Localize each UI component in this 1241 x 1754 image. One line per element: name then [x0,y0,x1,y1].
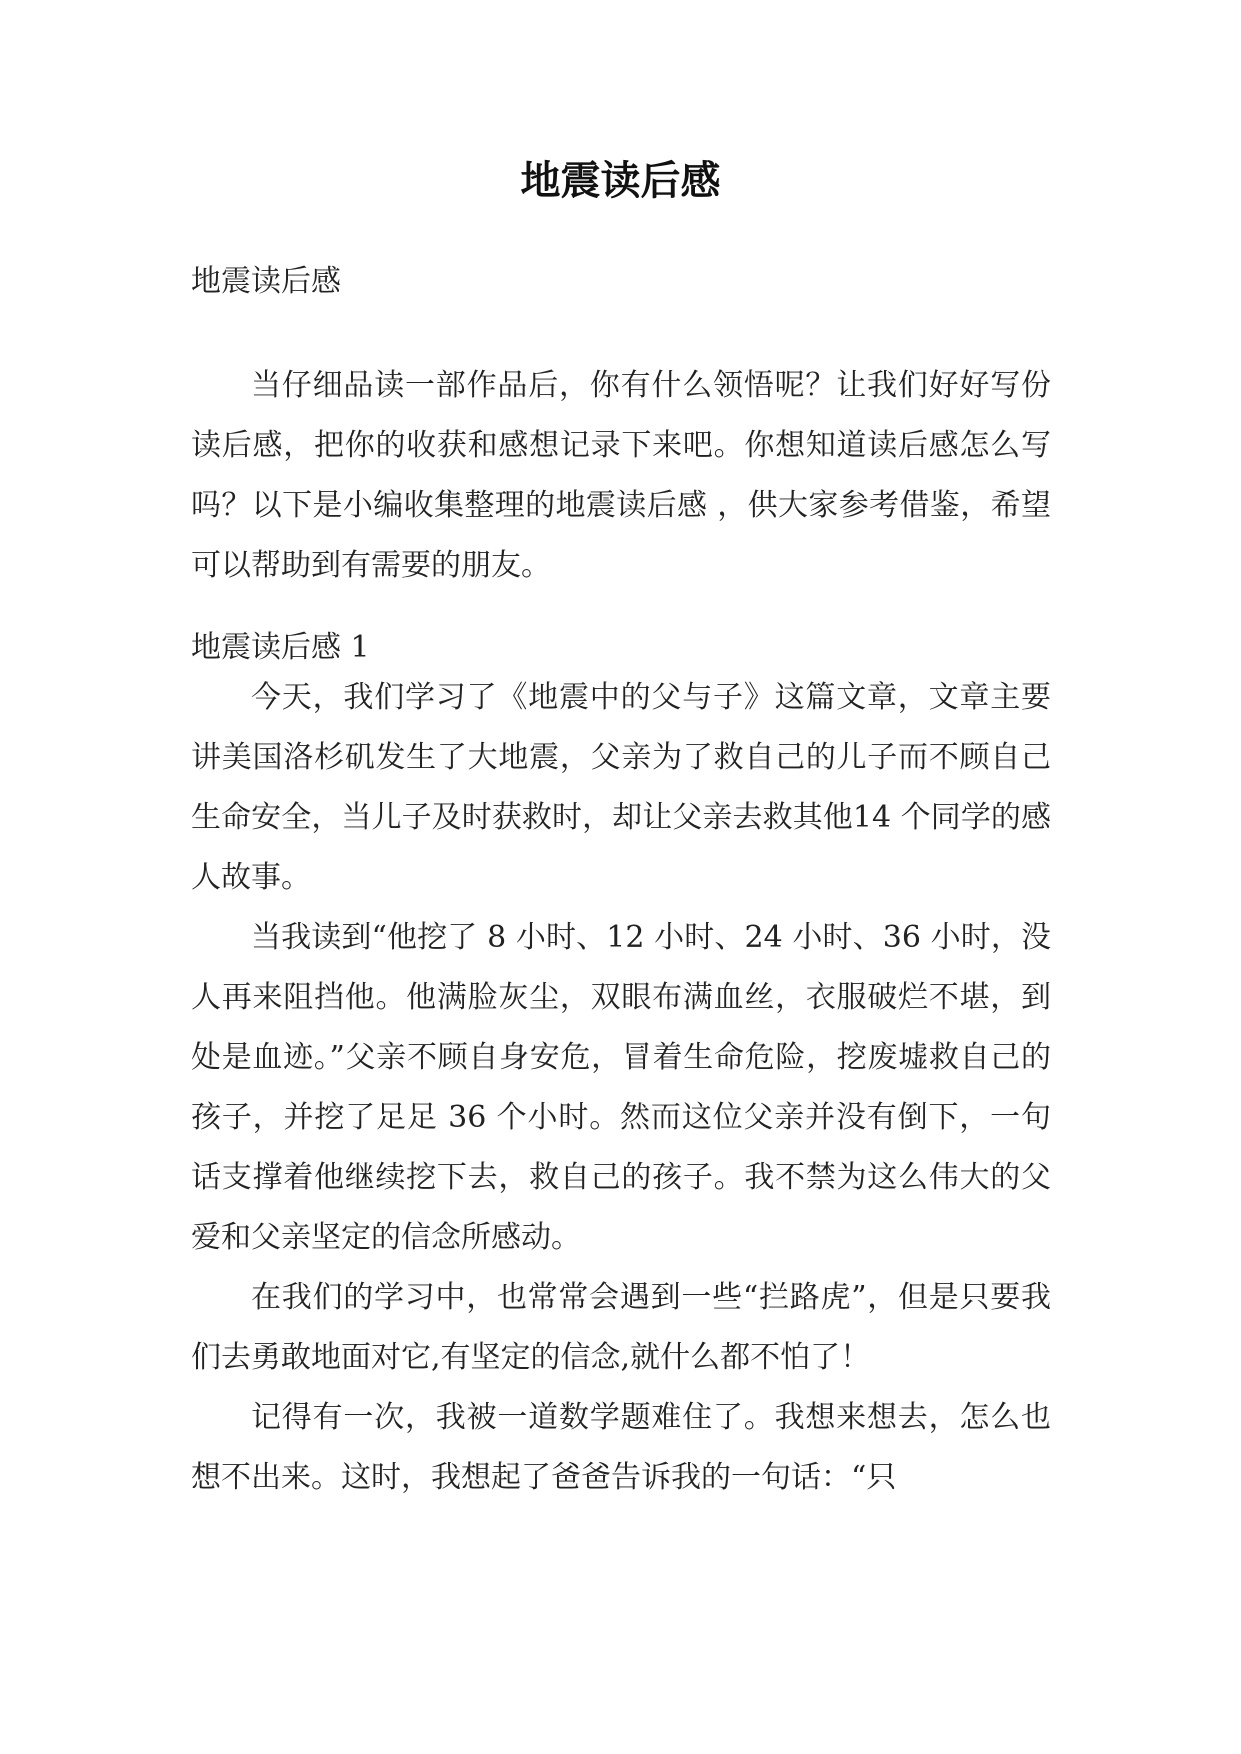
body-paragraph: 在我们的学习中，也常常会遇到一些“拦路虎”，但是只要我们去勇敢地面对它,有坚定的信念,就什么都不怕了！ [191,1280,1051,1375]
intro-block [191,356,1051,596]
body-paragraph: 今天，我们学习了《地震中的父与子》这篇文章，文章主要讲美国洛杉矶发生了大地震，父亲为了救自己的儿子而不顾自己生命安全，当儿子及时获救时，却让父亲去救其他14 个同学的感人故事。 [191,680,1051,895]
document-heading: 地震读后感 [191,264,341,299]
section-heading: 地震读后感 1 [191,630,370,665]
intro-paragraph: 当仔细品读一部作品后，你有什么领悟呢？让我们好好写份读后感，把你的收获和感想记录下来吧。你想知道读后感怎么写吗？以下是小编收集整理的地震读后感 ，供大家参考借鉴，希望可以帮助到有需要的朋友。 [191,368,1051,583]
document-title: 地震读后感 [520,158,721,204]
body-paragraph: 记得有一次，我被一道数学题难住了。我想来想去，怎么也想不出来。这时，我想起了爸爸告诉我的一句话：“只 [191,1400,1051,1495]
body-paragraph: 当我读到“他挖了 8 小时、12 小时、24 小时、36 小时，没人再来阻挡他。他满脸灰尘，双眼布满血丝，衣服破烂不堪，到处是血迹。”父亲不顾自身安危，冒着生命危险，挖废墟救自己的孩子，并挖了足足 36 个小时。然而这位父亲并没有倒下，一句话支撑着他继续挖下去，救自己的孩子。我不禁为这么伟大的父爱和父亲坚定的信念所感动。 [191,920,1051,1255]
section-body [191,668,1051,1508]
